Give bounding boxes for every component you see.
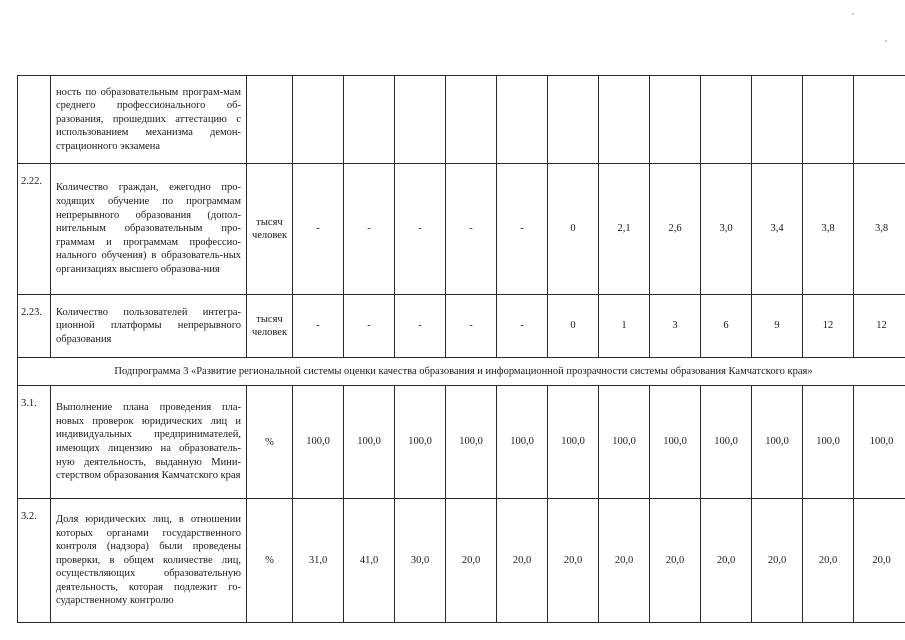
value-cell	[446, 76, 497, 164]
row-number: 3.1.	[18, 386, 51, 499]
value-cell: 100,0	[599, 386, 650, 499]
value-cell: 20,0	[497, 499, 548, 623]
indicator-name: ность по образовательным програм-мам среднего профессионального об-разования, прошедших аттестацию с использованием механизма демон-страционного экзамена	[51, 76, 247, 164]
value-cell: -	[497, 164, 548, 295]
value-cell: 100,0	[497, 386, 548, 499]
document-page	[17, 75, 894, 623]
row-number: 2.22.	[18, 164, 51, 295]
value-cell: 3,4	[752, 164, 803, 295]
row-number: 2.23.	[18, 295, 51, 358]
value-cell	[599, 76, 650, 164]
row-number: 3.2.	[18, 499, 51, 623]
value-cell: 30,0	[395, 499, 446, 623]
table-row	[18, 164, 905, 295]
value-cell: 3,0	[701, 164, 752, 295]
value-cell: 2,1	[599, 164, 650, 295]
value-cell: 20,0	[446, 499, 497, 623]
value-cell	[497, 76, 548, 164]
value-cell: 3	[650, 295, 701, 358]
value-cell: 20,0	[752, 499, 803, 623]
value-cell: -	[446, 295, 497, 358]
value-cell: 20,0	[599, 499, 650, 623]
value-cell: -	[497, 295, 548, 358]
value-cell: 100,0	[803, 386, 854, 499]
value-cell: 0	[548, 164, 599, 295]
value-cell	[752, 76, 803, 164]
value-cell: -	[293, 164, 344, 295]
value-cell: 100,0	[701, 386, 752, 499]
scan-speck	[885, 40, 887, 42]
indicator-name: Количество граждан, ежегодно про-ходящих обучение по программам непрерывного образования (допол-нительным образовательным про-граммам и программам профессио-нального обучения) в образователь-ных организациях высшего образова-ния	[51, 164, 247, 295]
value-cell: 100,0	[395, 386, 446, 499]
value-cell: 100,0	[752, 386, 803, 499]
value-cell: -	[293, 295, 344, 358]
value-cell	[650, 76, 701, 164]
value-cell: 1	[599, 295, 650, 358]
value-cell: 3,8	[854, 164, 905, 295]
value-cell: -	[344, 295, 395, 358]
value-cell: 0	[548, 295, 599, 358]
row-number	[18, 76, 51, 164]
subprogram-row	[18, 358, 905, 386]
value-cell: 100,0	[854, 386, 905, 499]
indicator-name: Количество пользователей интегра-ционной платформы непрерывного образования	[51, 295, 247, 358]
value-cell: 31,0	[293, 499, 344, 623]
value-cell: 20,0	[854, 499, 905, 623]
value-cell	[548, 76, 599, 164]
unit-cell: тысяч человек	[247, 295, 293, 358]
value-cell: 20,0	[650, 499, 701, 623]
value-cell: 12	[803, 295, 854, 358]
value-cell: -	[395, 164, 446, 295]
value-cell: 100,0	[293, 386, 344, 499]
unit-cell: %	[247, 386, 293, 499]
indicator-name: Доля юридических лиц, в отношении которых органами государственного контроля (надзора) были проведены проверки, в общем количестве лиц, осуществляющих образовательную деятельность, которая подлежит го-сударственному контролю	[51, 499, 247, 623]
value-cell: 41,0	[344, 499, 395, 623]
unit-cell	[247, 76, 293, 164]
indicators-table	[17, 75, 905, 623]
value-cell	[344, 76, 395, 164]
value-cell: 9	[752, 295, 803, 358]
value-cell: -	[344, 164, 395, 295]
unit-cell: тысяч человек	[247, 164, 293, 295]
value-cell: 100,0	[446, 386, 497, 499]
value-cell: 3,8	[803, 164, 854, 295]
table-row	[18, 76, 905, 164]
value-cell: -	[395, 295, 446, 358]
value-cell: 6	[701, 295, 752, 358]
value-cell: -	[446, 164, 497, 295]
value-cell	[854, 76, 905, 164]
value-cell: 20,0	[701, 499, 752, 623]
indicator-name: Выполнение плана проведения пла-новых проверок юридических лиц и индивидуальных предпринимателей, имеющих лицензию на образователь-ную деятельность, выданную Мини-стерством образования Камчатского края	[51, 386, 247, 499]
value-cell: 2,6	[650, 164, 701, 295]
scan-speck	[852, 13, 854, 15]
unit-cell: %	[247, 499, 293, 623]
subprogram-title: Подпрограмма 3 «Развитие региональной системы оценки качества образования и информационной прозрачности системы образования Камчатского края»	[18, 358, 905, 386]
value-cell: 100,0	[548, 386, 599, 499]
value-cell	[293, 76, 344, 164]
value-cell: 12	[854, 295, 905, 358]
value-cell: 20,0	[803, 499, 854, 623]
table-row	[18, 295, 905, 358]
value-cell	[395, 76, 446, 164]
value-cell: 20,0	[548, 499, 599, 623]
value-cell	[803, 76, 854, 164]
table-row	[18, 499, 905, 623]
value-cell	[701, 76, 752, 164]
value-cell: 100,0	[344, 386, 395, 499]
table-row	[18, 386, 905, 499]
value-cell: 100,0	[650, 386, 701, 499]
